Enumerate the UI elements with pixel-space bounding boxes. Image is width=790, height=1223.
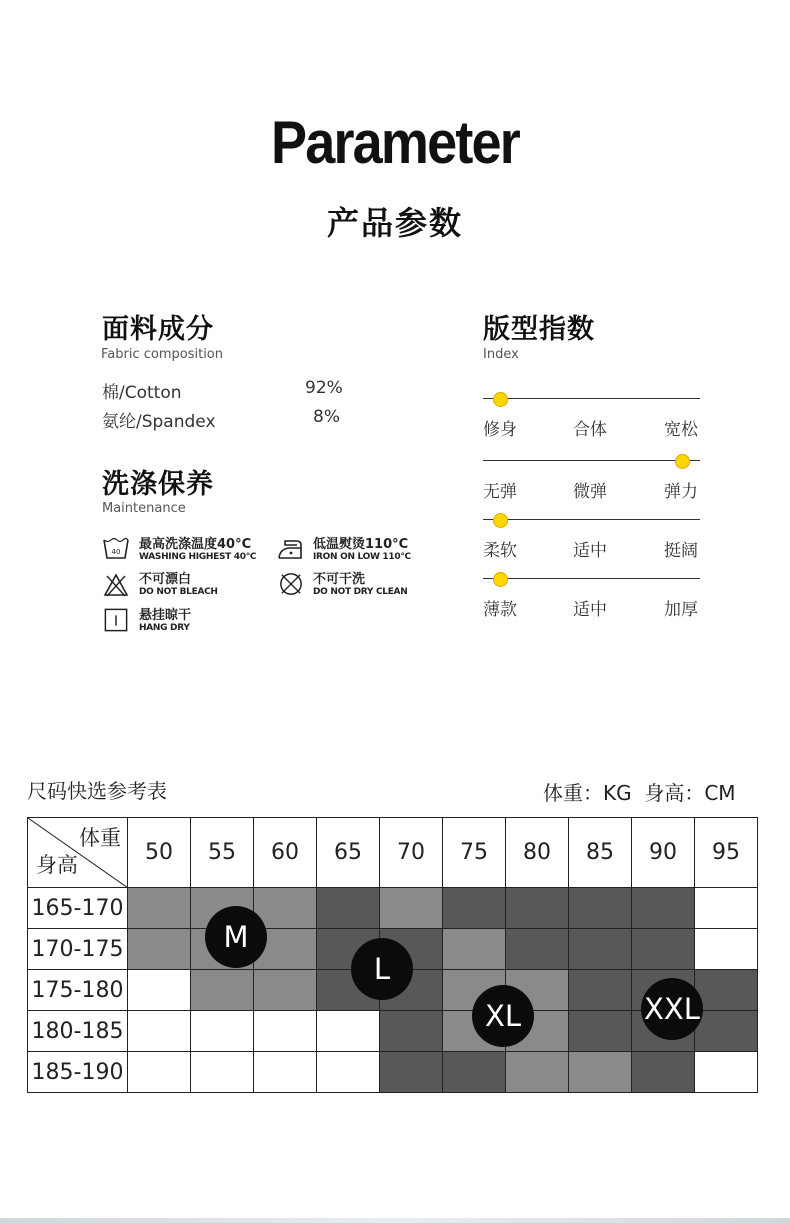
index-track [483,578,700,579]
size-chart-units: 体重：KG 身高：CM [543,781,736,805]
size-cell [632,1052,695,1093]
index-title: 版型指数 [483,314,595,345]
size-badge-xl: XL [472,985,534,1047]
size-cell [317,1052,380,1093]
index-label-right: 弹力 [664,482,698,502]
size-cell [695,888,758,929]
care-item-cn: 低温熨烫110°C [313,537,409,552]
wash-tub-icon [103,537,129,565]
care-item-en: DO NOT BLEACH [139,587,218,597]
fabric-row-value: 8% [313,407,340,427]
size-cell [632,888,695,929]
weight-header: 50 [128,818,191,888]
bottom-decoration-strip [0,1218,790,1223]
size-cell [380,1052,443,1093]
size-cell [380,888,443,929]
weight-header: 55 [191,818,254,888]
size-cell [254,1011,317,1052]
size-cell [128,1052,191,1093]
size-cell [695,1052,758,1093]
size-cell [191,1011,254,1052]
weight-header: 85 [569,818,632,888]
size-cell [569,970,632,1011]
page-title-en: Parameter [271,109,519,176]
size-cell [254,1052,317,1093]
size-cell [128,970,191,1011]
care-item-en: IRON ON LOW 110°C [313,552,411,562]
weight-header: 80 [506,818,569,888]
size-cell [506,888,569,929]
size-chart-title: 尺码快选参考表 [27,779,167,803]
size-cell [317,1011,380,1052]
size-cell [569,1052,632,1093]
hang-dry-icon [103,608,129,636]
height-label: 180-185 [28,1011,128,1052]
size-cell [128,1011,191,1052]
fabric-row-name: 氨纶/Spandex [102,412,216,432]
size-cell [380,1011,443,1052]
height-label: 175-180 [28,970,128,1011]
fabric-row-value: 92% [305,378,343,398]
svg-text:40: 40 [111,548,121,556]
weight-header: 60 [254,818,317,888]
size-cell [443,888,506,929]
size-cell [569,1011,632,1052]
care-item-cn: 悬挂晾干 [139,608,192,623]
index-label-right: 加厚 [664,600,698,620]
size-cell [191,970,254,1011]
index-label-mid: 微弹 [573,482,607,502]
size-cell [569,888,632,929]
index-indicator [493,572,508,587]
fabric-title: 面料成分 [102,314,214,345]
care-item-cn: 不可干洗 [313,572,366,587]
care-item-cn: 不可漂白 [139,572,192,587]
index-label-right: 宽松 [664,420,698,440]
index-label-mid: 合体 [573,420,607,440]
no-bleach-icon [103,573,129,601]
index-indicator [493,513,508,528]
size-cell [569,929,632,970]
size-cell [632,929,695,970]
care-item-en: WASHING HIGHEST 40°C [139,552,257,562]
size-cell [695,1011,758,1052]
index-indicator [675,454,690,469]
height-label: 185-190 [28,1052,128,1093]
size-badge-l: L [351,938,413,1000]
table-row [28,1052,758,1093]
size-cell [443,1052,506,1093]
index-indicator [493,392,508,407]
weight-header: 65 [317,818,380,888]
weight-header: 95 [695,818,758,888]
table-row [28,888,758,929]
corner-height-label: 身高 [36,853,78,877]
index-label-left: 薄款 [483,600,517,620]
size-cell [317,888,380,929]
size-badge-xxl: XXL [641,978,703,1040]
size-cell [128,888,191,929]
height-label: 165-170 [28,888,128,929]
index-subtitle: Index [483,347,519,362]
care-item-en: DO NOT DRY CLEAN [313,587,408,597]
height-label: 170-175 [28,929,128,970]
index-track [483,460,700,461]
size-cell [443,929,506,970]
index-label-mid: 适中 [573,600,607,620]
index-label-left: 修身 [483,420,517,440]
iron-icon [277,537,303,565]
weight-header: 90 [632,818,695,888]
size-cell [191,1052,254,1093]
index-track [483,398,700,399]
care-item-en: HANG DRY [139,623,190,633]
weight-header: 70 [380,818,443,888]
size-cell [506,929,569,970]
index-label-right: 挺阔 [664,541,698,561]
index-label-mid: 适中 [573,541,607,561]
size-cell [128,929,191,970]
fabric-subtitle: Fabric composition [101,347,223,362]
care-title: 洗涤保养 [102,469,214,500]
page-title-cn: 产品参数 [326,204,463,242]
index-label-left: 无弹 [483,482,517,502]
care-subtitle: Maintenance [102,501,186,516]
size-badge-m: M [205,906,267,968]
fabric-row-name: 棉/Cotton [102,383,182,403]
index-label-left: 柔软 [483,541,517,561]
table-header-row [28,818,758,888]
corner-cell [28,818,128,888]
weight-header: 75 [443,818,506,888]
care-item-cn: 最高洗涤温度40°C [139,537,252,552]
size-cell [695,970,758,1011]
no-dry-clean-icon [278,572,304,600]
index-track [483,519,700,520]
size-cell [254,970,317,1011]
size-cell [506,1052,569,1093]
size-cell [695,929,758,970]
corner-weight-label: 体重 [79,826,121,850]
